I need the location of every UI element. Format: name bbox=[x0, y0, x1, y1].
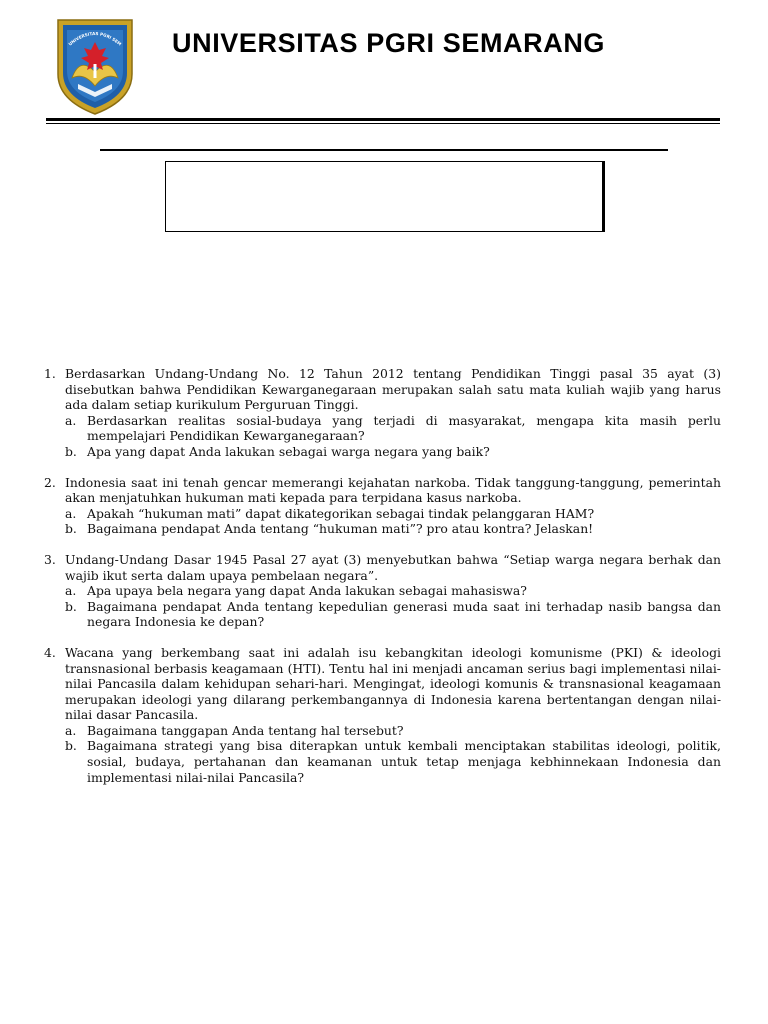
sub-question-text: Apa upaya bela negara yang dapat Anda lakukan sebagai mahasiswa? bbox=[87, 583, 527, 599]
question-text: Wacana yang berkembang saat ini adalah isu kebangkitan ideologi komunisme (PKI) & ideologi transnasional berbasis keagamaan (HTI). Tentu hal ini menjadi ancaman serius bagi implementasi nilai-nilai Pancasila dalam kehidupan sehari-hari. Mengingat, ideologi komunis & transnasional keagamaan merupakan ideologi yang dilarang perkembangannya di Indonesia karena bertentangan dengan nilai-nilai dasar Pancasila. bbox=[65, 644, 721, 723]
question-text: Undang-Undang Dasar 1945 Pasal 27 ayat (3) menyebutkan bahwa “Setiap warga negara berhak dan wajib ikut serta dalam upaya pembelaan negara”. bbox=[65, 551, 721, 583]
header-divider-thin bbox=[46, 123, 720, 124]
sub-question-letter: b. bbox=[65, 598, 77, 614]
question-number: 1. bbox=[44, 366, 56, 381]
sub-question-text: Apa yang dapat Anda lakukan sebagai warga negara yang baik? bbox=[87, 443, 490, 459]
sub-question bbox=[65, 444, 721, 460]
question-number: 2. bbox=[44, 474, 56, 490]
question-item bbox=[44, 366, 721, 460]
question-number: 4. bbox=[44, 644, 56, 660]
sub-question-letter: a. bbox=[65, 412, 77, 428]
sub-question-text: Berdasarkan realitas sosial-budaya yang terjadi di masyarakat, mengapa kita masih perlu mempelajari Pendidikan Kewarganegaraan? bbox=[87, 412, 721, 444]
title-underline bbox=[100, 149, 668, 151]
header-divider bbox=[46, 118, 720, 121]
question-item bbox=[44, 475, 721, 537]
sub-question-text: Bagaimana pendapat Anda tentang “hukuman mati”? pro atau kontra? Jelaskan! bbox=[87, 521, 594, 537]
shield-emblem-icon bbox=[54, 16, 136, 116]
question-text: Indonesia saat ini tenah gencar memerangi kejahatan narkoba. Tidak tanggung-tanggung, pemerintah akan menjatuhkan hukuman mati kepada para terpidana kasus narkoba. bbox=[65, 474, 721, 506]
sub-question-letter: a. bbox=[65, 583, 77, 599]
sub-question-letter: b. bbox=[65, 738, 77, 754]
sub-question-text: Bagaimana strategi yang bisa diterapkan untuk kembali menciptakan stabilitas ideologi, politik, sosial, budaya, pertahanan dan keamanan untuk tetap menjaga kebhinnekaan Indonesia dan implementasi nilai-nilai Pancasila? bbox=[87, 738, 721, 785]
sub-question bbox=[65, 599, 721, 630]
sub-question-letter: a. bbox=[65, 505, 77, 521]
question-number: 3. bbox=[44, 551, 56, 567]
sub-question-letter: b. bbox=[65, 443, 77, 459]
question-item bbox=[44, 552, 721, 630]
sub-question-letter: a. bbox=[65, 722, 77, 738]
question-text: Berdasarkan Undang-Undang No. 12 Tahun 2012 tentang Pendidikan Tinggi pasal 35 ayat (3) disebutkan bahwa Pendidikan Kewarganegaraan merupakan salah satu mata kuliah wajib yang harus ada dalam setiap kurikulum Perguruan Tinggi. bbox=[65, 366, 721, 413]
sub-question bbox=[65, 723, 721, 739]
sub-question bbox=[65, 413, 721, 444]
sub-question-text: Bagaimana pendapat Anda tentang kepedulian generasi muda saat ini terhadap nasib bangsa dan negara Indonesia ke depan? bbox=[87, 598, 721, 630]
title-box bbox=[165, 161, 603, 232]
sub-question bbox=[65, 583, 721, 599]
question-item bbox=[44, 645, 721, 785]
sub-question-text: Bagaimana tanggapan Anda tentang hal tersebut? bbox=[87, 722, 404, 738]
university-title: UNIVERSITAS PGRI SEMARANG bbox=[172, 28, 606, 58]
university-logo bbox=[54, 16, 136, 116]
sub-question bbox=[65, 506, 721, 522]
question-list bbox=[44, 366, 721, 800]
sub-question bbox=[65, 738, 721, 785]
sub-question bbox=[65, 521, 721, 537]
logo-lettering: UNIVERSITAS PGRI SEM bbox=[67, 30, 123, 47]
sub-question-text: Apakah “hukuman mati” dapat dikategorikan sebagai tindak pelanggaran HAM? bbox=[87, 505, 595, 521]
sub-question-letter: b. bbox=[65, 521, 77, 537]
